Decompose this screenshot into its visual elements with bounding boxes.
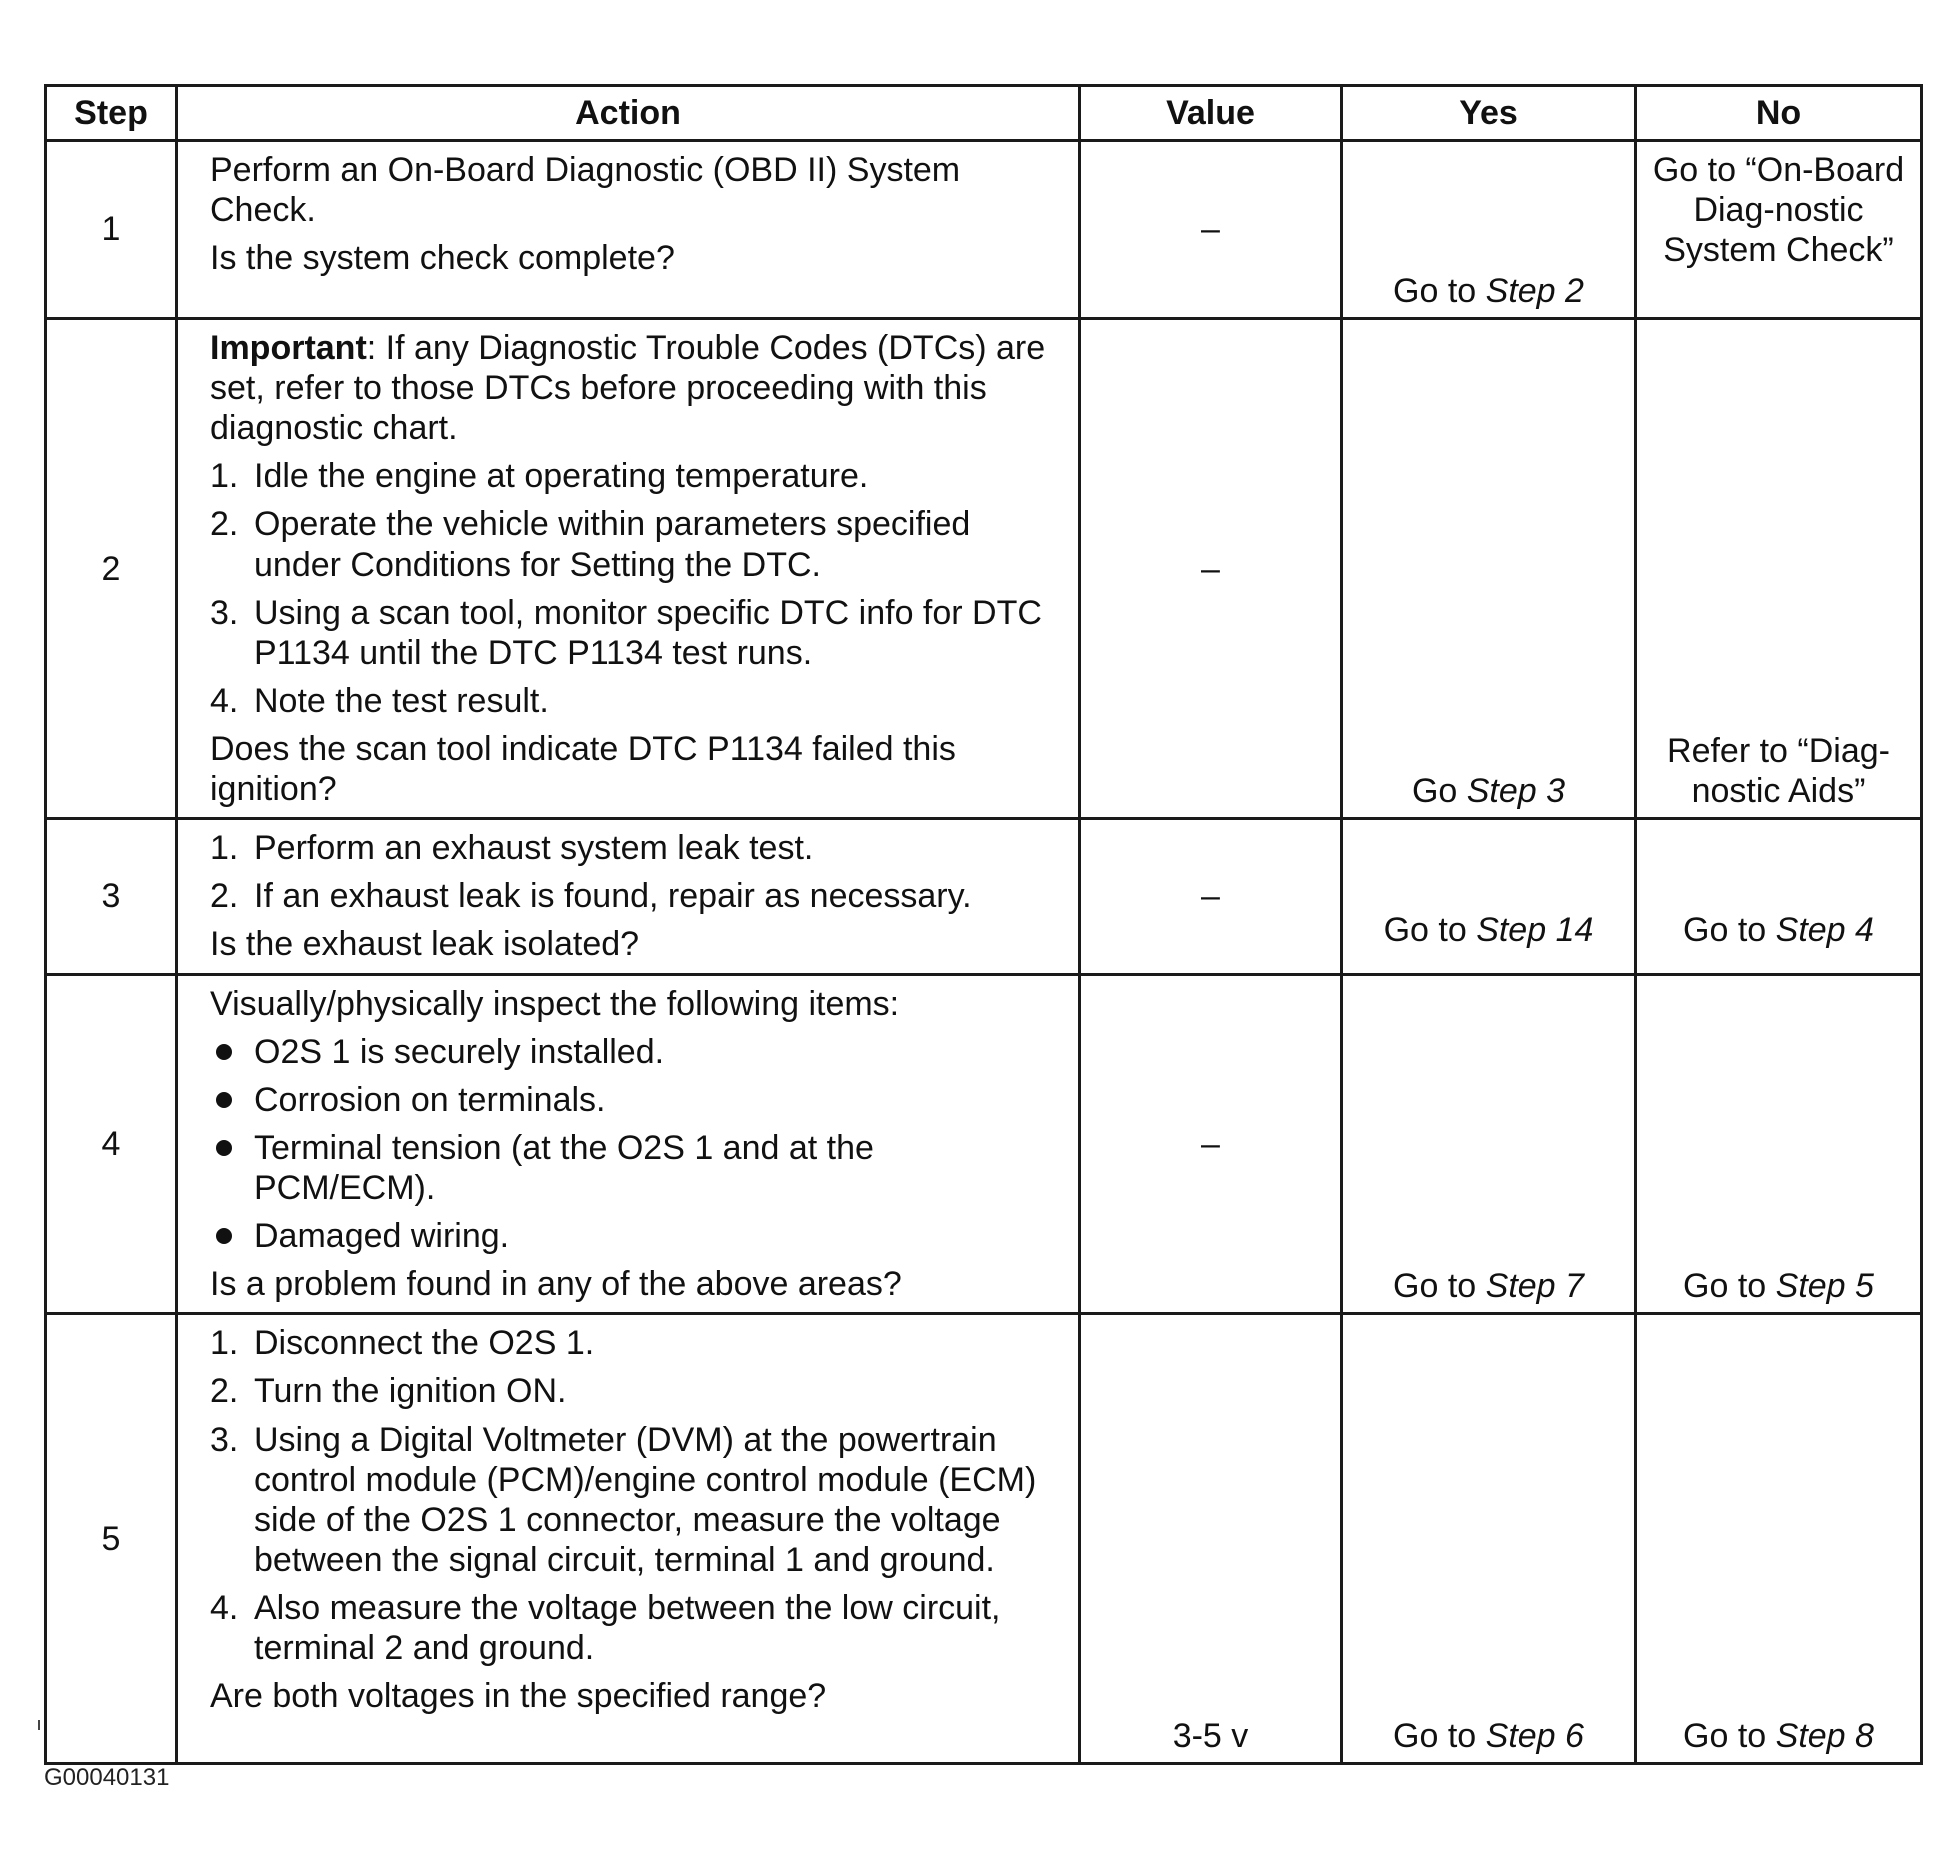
procedure-list (210, 828, 1058, 916)
inspection-list (210, 1032, 1058, 1257)
yes-step-ref: Step 7 (1485, 1267, 1584, 1306)
diagnostic-table-container (44, 84, 1920, 1765)
item-text: Perform an exhaust system leak test. (254, 829, 814, 868)
header-yes: Yes (1342, 86, 1636, 141)
action-cell (177, 141, 1080, 319)
value-text: – (1201, 210, 1220, 249)
header-value: Value (1080, 86, 1342, 141)
action-question: Does the scan tool indicate DTC P1134 failed this ignition? (210, 729, 956, 809)
item-text: Turn the ignition ON. (254, 1372, 567, 1411)
no-cell (1636, 319, 1922, 819)
list-item (210, 504, 1058, 584)
item-number: 2. (210, 877, 239, 916)
value-text: – (1201, 877, 1220, 916)
action-question: Is a problem found in any of the above areas? (210, 1265, 902, 1304)
no-text: Refer to “Diag-nostic Aids” (1667, 731, 1890, 811)
item-number: 2. (210, 505, 239, 544)
item-number: 4. (210, 1588, 239, 1627)
procedure-list (210, 1323, 1058, 1668)
yes-cell (1342, 819, 1636, 974)
no-cell (1636, 974, 1922, 1314)
item-number: 1. (210, 1324, 239, 1363)
item-number: 3. (210, 593, 239, 632)
yes-cell (1342, 974, 1636, 1314)
yes-prefix: Go (1411, 772, 1467, 811)
figure-id: G00040131 (44, 1764, 170, 1791)
list-item (210, 681, 1058, 721)
list-item (210, 456, 1058, 496)
header-no: No (1636, 86, 1922, 141)
item-text: Terminal tension (at the O2S 1 and at the PCM/ECM). (254, 1128, 874, 1207)
no-prefix: Go to (1683, 1717, 1776, 1756)
item-text: Idle the engine at operating temperature. (254, 457, 869, 496)
item-text: Corrosion on terminals. (254, 1080, 606, 1119)
no-step-ref: Step 8 (1775, 1717, 1874, 1756)
table-row (46, 819, 1922, 974)
procedure-list (210, 456, 1058, 721)
yes-prefix: Go to (1393, 1717, 1486, 1756)
item-text: Disconnect the O2S 1. (254, 1324, 595, 1363)
header-action: Action (177, 86, 1080, 141)
scan-mark (38, 1720, 40, 1730)
step-number: 5 (46, 1314, 177, 1764)
no-cell (1636, 141, 1922, 319)
no-text: Go to “On-Board Diag-nostic System Check” (1652, 151, 1905, 270)
important-text: : If any Diagnostic Trouble Codes (DTCs) are set, refer to those DTCs before proceeding with this diagnostic chart. (210, 329, 1046, 448)
no-step-ref: Step 5 (1775, 1267, 1874, 1306)
yes-step-ref: Step 3 (1466, 772, 1566, 811)
list-item (210, 828, 1058, 868)
yes-prefix: Go to (1393, 1267, 1486, 1306)
step-number: 4 (46, 974, 177, 1314)
list-item (210, 593, 1058, 673)
important-label: Important (210, 329, 367, 367)
action-question: Are both voltages in the specified range? (210, 1677, 827, 1716)
item-number: 4. (210, 681, 239, 720)
item-text: Using a scan tool, monitor specific DTC info for DTC P1134 until the DTC P1134 test runs. (254, 593, 1042, 672)
table-row (46, 1314, 1922, 1764)
item-number: 2. (210, 1372, 239, 1411)
bullet-icon (216, 1092, 232, 1108)
no-cell (1636, 819, 1922, 974)
bullet-icon (216, 1228, 232, 1244)
action-cell (177, 974, 1080, 1314)
table-row (46, 319, 1922, 819)
diagnostic-table (44, 84, 1923, 1765)
list-item (210, 1323, 1058, 1363)
yes-cell (1342, 141, 1636, 319)
no-prefix: Go to (1683, 911, 1776, 950)
item-text: Damaged wiring. (254, 1217, 510, 1256)
list-item (210, 1128, 1058, 1208)
list-item (210, 1080, 1058, 1120)
item-text: Note the test result. (254, 681, 549, 720)
no-step-ref: Step 4 (1775, 911, 1874, 950)
value-cell (1080, 1314, 1342, 1764)
list-item (210, 1216, 1058, 1256)
item-text: If an exhaust leak is found, repair as necessary. (254, 877, 972, 916)
item-text: Using a Digital Voltmeter (DVM) at the powertrain control module (PCM)/engine control module (ECM) side of the O2S 1 connector, measure the voltage between the signal circuit, terminal 1 and ground. (254, 1420, 1037, 1579)
value-cell (1080, 141, 1342, 319)
value-text: 3-5 v (1172, 1717, 1249, 1756)
item-number: 3. (210, 1420, 239, 1459)
step-number: 3 (46, 819, 177, 974)
list-item (210, 1371, 1058, 1411)
value-cell (1080, 974, 1342, 1314)
yes-step-ref: Step 6 (1485, 1717, 1584, 1756)
item-text: Also measure the voltage between the low circuit, terminal 2 and ground. (254, 1588, 1001, 1668)
value-text: – (1201, 1124, 1220, 1163)
no-cell (1636, 1314, 1922, 1764)
yes-step-ref: Step 2 (1485, 271, 1584, 310)
yes-prefix: Go to (1383, 911, 1477, 950)
header-row (46, 86, 1922, 141)
step-number: 1 (46, 141, 177, 319)
action-cell (177, 819, 1080, 974)
step-number: 2 (46, 319, 177, 819)
item-text: Operate the vehicle within parameters specified under Conditions for Setting the DTC. (254, 505, 971, 584)
list-item (210, 876, 1058, 916)
action-cell (177, 319, 1080, 819)
action-question: Is the exhaust leak isolated? (210, 925, 640, 964)
yes-prefix: Go to (1393, 271, 1486, 310)
item-text: O2S 1 is securely installed. (254, 1032, 665, 1071)
value-cell (1080, 819, 1342, 974)
list-item (210, 1588, 1058, 1668)
bullet-icon (216, 1044, 232, 1060)
value-text: – (1201, 549, 1220, 588)
item-number: 1. (210, 829, 239, 868)
list-item (210, 1420, 1058, 1580)
action-cell (177, 1314, 1080, 1764)
no-prefix: Go to (1683, 1267, 1776, 1306)
table-row (46, 974, 1922, 1314)
table-row (46, 141, 1922, 319)
header-step: Step (46, 86, 177, 141)
important-note (210, 328, 1058, 448)
list-item (210, 1032, 1058, 1072)
action-intro: Visually/physically inspect the following items: (210, 984, 900, 1023)
yes-cell (1342, 1314, 1636, 1764)
action-question: Is the system check complete? (210, 239, 675, 278)
yes-step-ref: Step 14 (1476, 911, 1594, 950)
item-number: 1. (210, 457, 239, 496)
bullet-icon (216, 1140, 232, 1156)
yes-cell (1342, 319, 1636, 819)
value-cell (1080, 319, 1342, 819)
action-paragraph: Perform an On-Board Diagnostic (OBD II) System Check. (210, 151, 961, 230)
